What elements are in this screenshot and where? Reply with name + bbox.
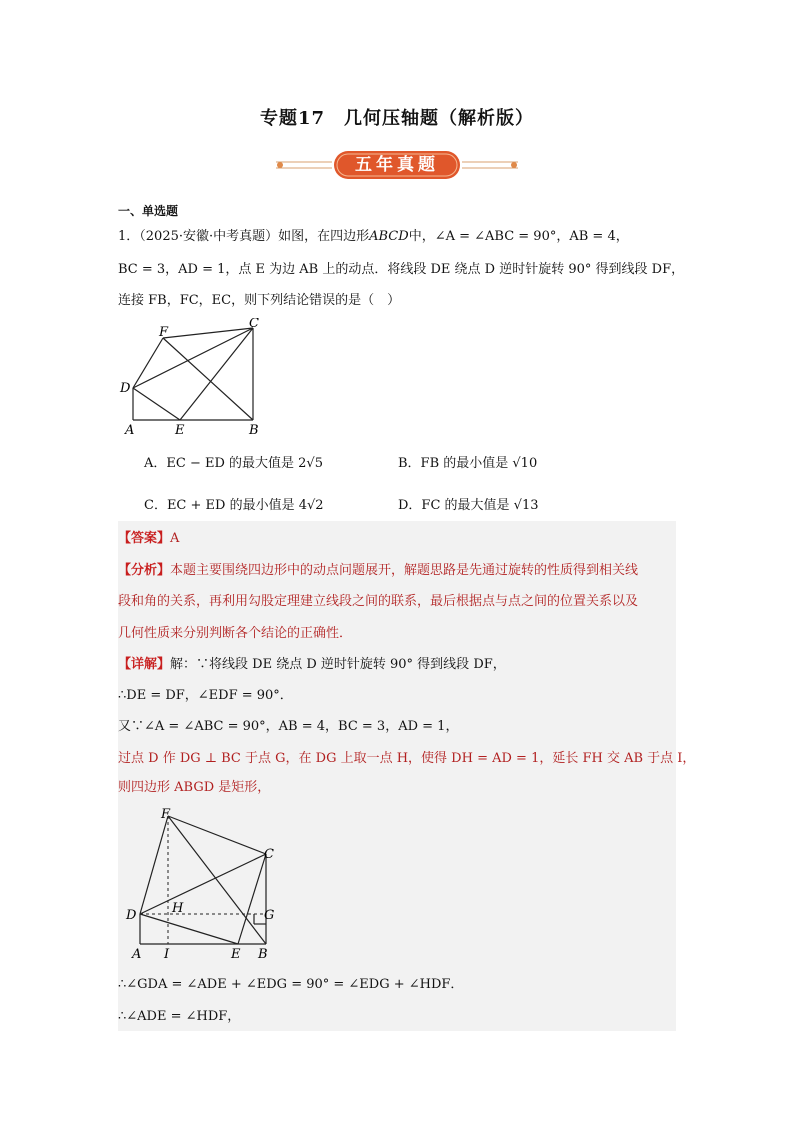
- label-F: F: [159, 325, 169, 340]
- label-G: G: [264, 908, 275, 923]
- analysis-tag: 【分析】: [118, 563, 171, 578]
- answer-line: [118, 530, 179, 548]
- detail-line-5: 则四边形 ABGD 是矩形，: [118, 780, 271, 795]
- question-quad-name: ABCD: [369, 229, 409, 244]
- label-D: D: [126, 908, 137, 923]
- section-heading: 一、单选题: [118, 204, 179, 218]
- answer-tag: 【答案】: [118, 531, 171, 546]
- label-E: E: [175, 423, 185, 438]
- page-title: 专题17 几何压轴题（解析版）: [259, 108, 535, 129]
- label-A: A: [125, 423, 135, 438]
- detail-tag: 【详解】: [118, 657, 171, 672]
- question-line-1: [118, 228, 629, 246]
- label-D: D: [120, 381, 131, 396]
- solution-figure: [118, 802, 288, 962]
- option-c: C．EC + ED 的最小值是 4√2: [144, 498, 324, 513]
- question-figure: [118, 318, 268, 438]
- detail-line-7: ∴∠ADE = ∠HDF，: [118, 1009, 241, 1024]
- analysis-line-2: 段和角的关系，再利用勾股定理建立线段之间的联系，最后根据点与点之间的位置关系以及: [118, 594, 639, 609]
- question-line-3: 连接 FB，FC，EC，则下列结论错误的是（ ）: [118, 293, 401, 308]
- detail-text: 解：∵将线段 DE 绕点 D 逆时针旋转 90° 得到线段 DF，: [170, 657, 506, 672]
- label-B: B: [249, 423, 259, 438]
- answer-value: A: [170, 531, 180, 546]
- banner-label: 五年真题: [355, 155, 439, 175]
- analysis-line-1: [118, 562, 638, 580]
- detail-line-4: 过点 D 作 DG ⊥ BC 于点 G，在 DG 上取一点 H，使得 DH = AD = 1，延长 FH 交 AB 于点 I，: [118, 751, 696, 766]
- detail-line-3: 又∵∠A = ∠ABC = 90°，AB = 4，BC = 3，AD = 1，: [118, 719, 459, 734]
- label-F: F: [161, 807, 171, 822]
- detail-line-1: [118, 656, 506, 674]
- option-a: A．EC − ED 的最大值是 2√5: [144, 456, 323, 471]
- option-b: B．FB 的最小值是 √10: [398, 456, 538, 471]
- option-d: D．FC 的最大值是 √13: [398, 498, 539, 513]
- question-text: 中，∠A = ∠ABC = 90°，AB = 4，: [408, 229, 629, 244]
- label-C: C: [264, 847, 274, 862]
- label-B: B: [258, 947, 268, 962]
- detail-line-6: ∴∠GDA = ∠ADE + ∠EDG = 90° = ∠EDG + ∠HDF．: [118, 977, 464, 992]
- analysis-text: 本题主要围绕四边形中的动点问题展开，解题思路是先通过旋转的性质得到相关线: [170, 563, 639, 578]
- question-text: 1．（2025·安徽·中考真题）如图，在四边形: [118, 229, 370, 244]
- label-C: C: [249, 318, 259, 331]
- section-banner: [272, 148, 522, 182]
- analysis-line-3: 几何性质来分别判断各个结论的正确性．: [118, 626, 353, 641]
- detail-line-2: ∴DE = DF，∠EDF = 90°．: [118, 688, 293, 703]
- label-H: H: [172, 901, 184, 916]
- label-I: I: [164, 947, 170, 962]
- label-A: A: [132, 947, 142, 962]
- label-E: E: [231, 947, 241, 962]
- question-line-2: BC = 3，AD = 1，点 E 为边 AB 上的动点．将线段 DE 绕点 D 逆时针旋转 90° 得到线段 DF，: [118, 262, 685, 277]
